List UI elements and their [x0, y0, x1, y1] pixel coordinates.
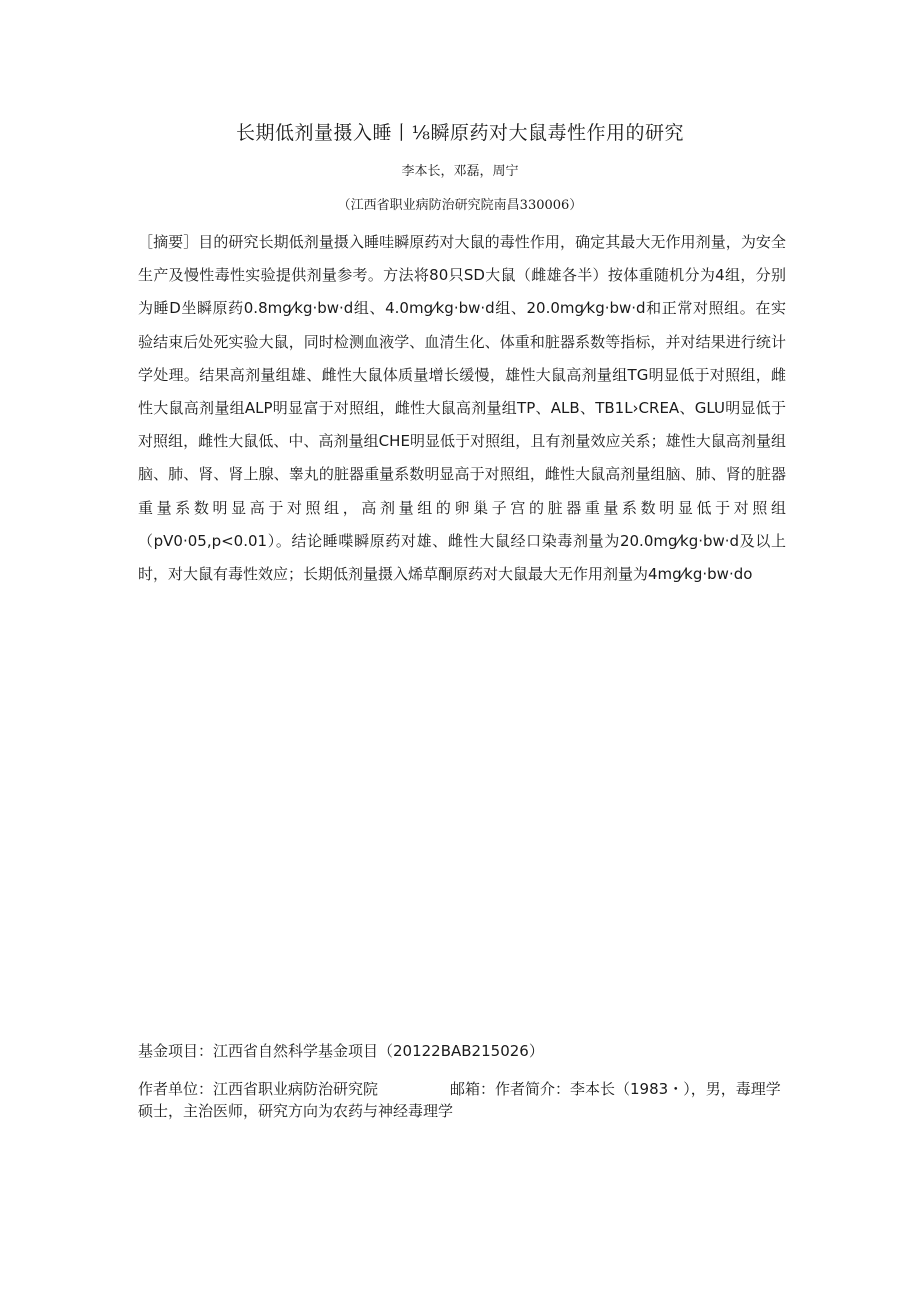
- author-unit: 作者单位：江西省职业病防治研究院: [138, 1080, 379, 1098]
- author-intro: 邮箱：作者简介：李本长（1983・），男，毒理学硕士，主治医师，研究方向为农药与神经毒理学: [138, 1080, 781, 1120]
- fund-note: 基金项目：江西省自然科学基金项目（20122BAB215026）: [138, 1042, 544, 1060]
- affiliation: （江西省职业病防治研究院南昌330006）: [337, 198, 583, 213]
- abstract-paragraph: ［摘要］目的研究长期低剂量摄入睡哇瞬原药对大鼠的毒性作用，确定其最大无作用剂量，为安全生产及慢性毒性实验提供剂量参考。方法将80只SD大鼠（雌雄各半）按体重随机分为4组，分别为睡D坐瞬原药0.8mg⁄kg·bw·d组、4.0mg⁄kg·bw·d组、20.0mg⁄kg·bw·d和正常对照组。在实验结束后处死实验大鼠，同时检测血液学、血清生化、体重和脏器系数等指标，并对结果进行统计学处理。结果高剂量组雄、雌性大鼠体质量增长缓慢，雄性大鼠高剂量组TG明显低于对照组，雌性大鼠高剂量组ALP明显富于对照组，雌性大鼠高剂量组TP、ALB、TB1L›CREA、GLU明显低于对照组，雌性大鼠低、中、高剂量组CHE明显低于对照组，且有剂量效应关系；雄性大鼠高剂量组脑、肺、肾、肾上腺、睾丸的脏器重量系数明显高于对照组，雌性大鼠高剂量组脑、肺、肾的脏器重量系数明显高于对照组，高剂量组的卵巢子宫的脏器重量系数明显低于对照组（pV0·05,p<0.01）。结论睡喋瞬原药对雄、雌性大鼠经口染毒剂量为20.0mg⁄kg·bw·d及以上时，对大鼠有毒性效应；长期低剂量摄入烯草酮原药对大鼠最大无作用剂量为4mg⁄kg·bw·do: [138, 233, 786, 584]
- paper-title: 长期低剂量摄入睡丨⅛瞬原药对大鼠毒性作用的研究: [236, 122, 684, 144]
- author-list: 李本长，邓磊，周宁: [401, 164, 519, 179]
- author-note: [138, 1078, 786, 1122]
